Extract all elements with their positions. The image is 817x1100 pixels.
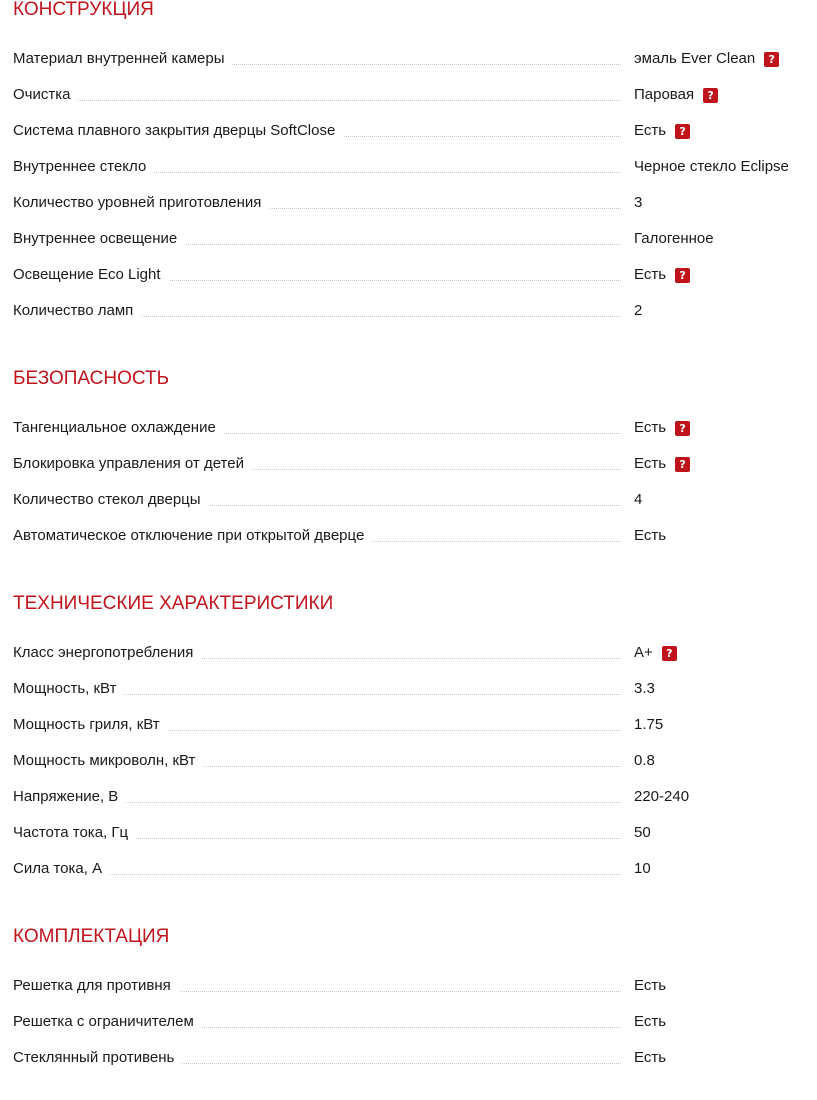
spec-label: Система плавного закрытия дверцы SoftClose [13,121,343,141]
help-icon[interactable]: ? [675,421,690,436]
spec-row [13,85,803,109]
spec-value-text: Есть [634,266,667,283]
spec-value-text: Есть [634,527,667,544]
spec-row [13,823,803,847]
spec-row [13,859,803,883]
spec-value-text: Галогенное [634,230,714,247]
spec-value [634,454,690,474]
spec-row [13,301,803,325]
spec-value [634,193,642,213]
spec-value-text: Есть [634,455,667,472]
spec-label: Количество уровней приготовления [13,193,269,213]
spec-value-text: Есть [634,1049,667,1066]
spec-row [13,490,803,514]
help-icon[interactable]: ? [675,124,690,139]
spec-row [13,418,803,442]
spec-label: Внутреннее освещение [13,229,185,249]
spec-row [13,526,803,550]
spec-value-text: 220-240 [634,788,690,805]
spec-label: Мощность гриля, кВт [13,715,168,735]
spec-row [13,157,803,181]
spec-label: Освещение Eco Light [13,265,169,285]
spec-value [634,490,642,510]
spec-label: Мощность, кВт [13,679,124,699]
spec-label: Решетка с ограничителем [13,1012,202,1032]
spec-label: Класс энергопотребления [13,643,201,663]
section-title: КОНСТРУКЦИЯ [13,0,154,20]
spec-value-text: эмаль Ever Clean [634,50,756,67]
spec-label: Автоматическое отключение при открытой дверце [13,526,372,546]
spec-value [634,1012,666,1032]
spec-label: Частота тока, Гц [13,823,136,843]
spec-value-text: 3.3 [634,680,655,697]
spec-value-text: 1.75 [634,716,664,733]
spec-row [13,679,803,703]
spec-value-text: Черное стекло Eclipse [634,158,789,175]
spec-label: Стеклянный противень [13,1048,182,1068]
dotted-leader [13,100,621,101]
spec-value [634,643,677,663]
spec-label: Материал внутренней камеры [13,49,232,69]
spec-row [13,976,803,1000]
spec-value [634,715,663,735]
spec-row [13,715,803,739]
spec-value [634,301,642,321]
spec-value [634,229,714,249]
spec-row [13,1012,803,1036]
spec-row [13,265,803,289]
spec-label: Очистка [13,85,78,105]
help-icon[interactable]: ? [764,52,779,67]
spec-value-text: Есть [634,977,667,994]
help-icon[interactable]: ? [675,268,690,283]
spec-value [634,976,666,996]
spec-row [13,751,803,775]
spec-value-text: A+ [634,644,653,661]
spec-label: Количество стекол дверцы [13,490,209,510]
help-icon[interactable]: ? [703,88,718,103]
spec-value-text: Есть [634,419,667,436]
help-icon[interactable]: ? [675,457,690,472]
spec-value-text: Есть [634,122,667,139]
help-icon[interactable]: ? [662,646,677,661]
spec-row [13,193,803,217]
section-title: ТЕХНИЧЕСКИЕ ХАРАКТЕРИСТИКИ [13,593,334,614]
spec-value [634,787,689,807]
spec-row [13,643,803,667]
spec-value [634,265,690,285]
spec-value [634,526,666,546]
spec-value [634,157,789,177]
spec-value [634,859,651,879]
spec-label: Тангенциальное охлаждение [13,418,224,438]
spec-value-text: 50 [634,824,651,841]
spec-row [13,1048,803,1072]
spec-value-text: 4 [634,491,643,508]
spec-value [634,49,779,69]
spec-value [634,679,655,699]
spec-row [13,787,803,811]
spec-value [634,121,690,141]
section-title: КОМПЛЕКТАЦИЯ [13,926,170,947]
spec-label: Количество ламп [13,301,141,321]
spec-value-text: 10 [634,860,651,877]
spec-label: Сила тока, А [13,859,110,879]
spec-row [13,229,803,253]
section-title: БЕЗОПАСНОСТЬ [13,368,170,389]
spec-label: Внутреннее стекло [13,157,154,177]
spec-label: Решетка для противня [13,976,179,996]
spec-label: Напряжение, В [13,787,126,807]
spec-value-text: 3 [634,194,643,211]
spec-value-text: 2 [634,302,643,319]
spec-value [634,823,651,843]
spec-label: Мощность микроволн, кВт [13,751,203,771]
spec-label: Блокировка управления от детей [13,454,252,474]
spec-value-text: Есть [634,1013,667,1030]
spec-value-text: 0.8 [634,752,655,769]
spec-row [13,121,803,145]
spec-row [13,454,803,478]
spec-value [634,751,655,771]
spec-row [13,49,803,73]
spec-value [634,418,690,438]
spec-value-text: Паровая [634,86,695,103]
spec-value [634,85,718,105]
spec-value [634,1048,666,1068]
